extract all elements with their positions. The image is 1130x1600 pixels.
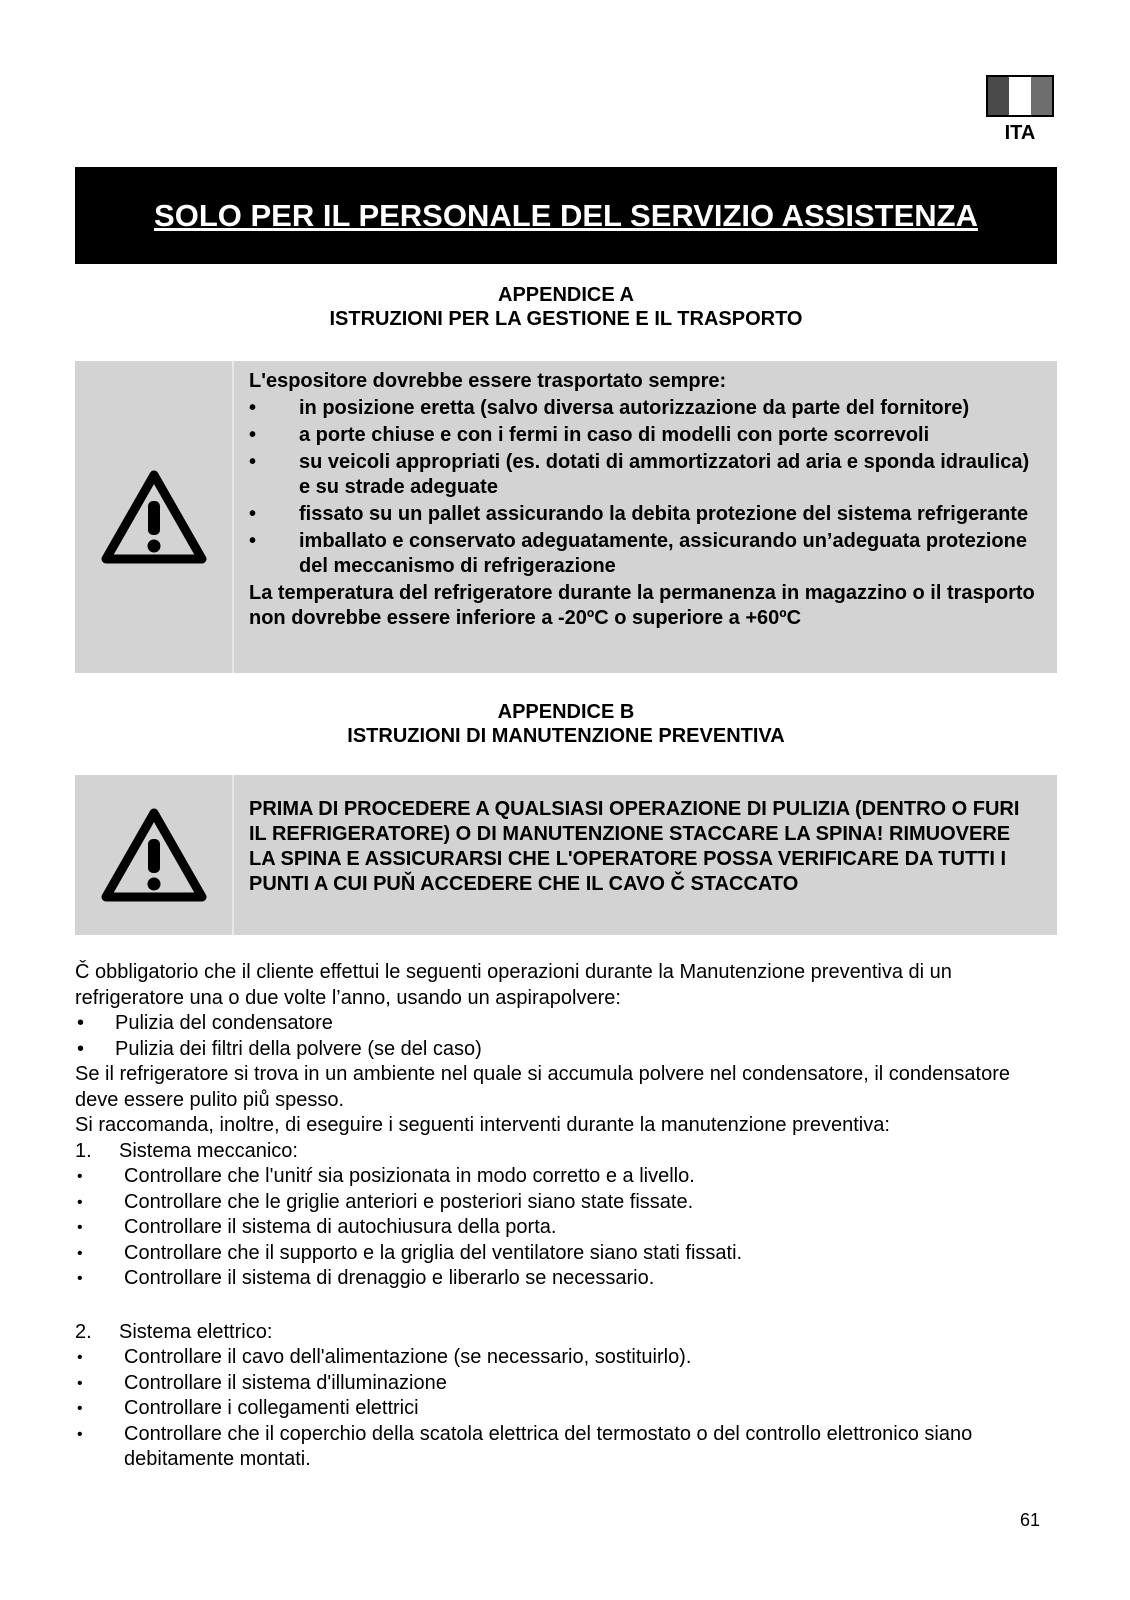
appendix-b-heading	[75, 700, 1057, 748]
appendix-b-label: APPENDICE B	[497, 701, 635, 723]
list-item: • Pulizia del condensatore	[77, 1012, 333, 1034]
list-item: • Controllare il sistema d'illuminazione	[77, 1371, 447, 1394]
section-electrical: 2. Sistema elettrico:	[75, 1320, 273, 1343]
list-item: • Controllare che il coperchio della scatola elettrica del termostato o del controllo elettronico siano debitamente montati.	[77, 1422, 973, 1470]
appendix-a-heading	[75, 283, 1057, 331]
list-item: • in posizione eretta (salvo diversa autorizzazione da parte del fornitore)	[249, 397, 970, 419]
flag-stripe-right	[1031, 77, 1052, 115]
list-item: • imballato e conservato adeguatamente, assicurando un’adeguata protezione del meccanismo di refrigerazione	[249, 530, 1027, 577]
transport-intro: L'espositore dovrebbe essere trasportato sempre:	[249, 370, 727, 392]
page-number: 61	[1020, 1510, 1041, 1530]
flag-stripe-middle	[1009, 77, 1030, 115]
recommendation: Si raccomanda, inoltre, di eseguire i seguenti interventi durante la manutenzione preventiva:	[75, 1114, 890, 1136]
appendix-a-title: ISTRUZIONI PER LA GESTIONE E IL TRASPORTO	[329, 308, 803, 330]
section-mechanical: 1. Sistema meccanico:	[75, 1139, 298, 1162]
language-code: ITA	[1004, 122, 1036, 144]
list-item: • Controllare il sistema di drenaggio e liberarlo se necessario.	[77, 1267, 655, 1289]
unplug-warning: PRIMA DI PROCEDERE A QUALSIASI OPERAZIONE DI PULIZIA (DENTRO O FURI IL REFRIGERATORE) O DI MANUTENZIONE STACCARE LA SPINA! RIMUOVERE LA SPINA E ASSICURARSI CHE L'OPERATORE POSSA VERIFICARE DA TUTTI I PUNTI A CUI PUŇ ACCEDERE CHE IL CAVO Č STACCATO	[249, 798, 1020, 895]
list-item: • Controllare che l'unitŕ sia posizionata in modo corretto e a livello.	[77, 1165, 695, 1187]
temperature-note: La temperatura del refrigeratore durante la permanenza in magazzino o il trasporto non dovrebbe essere inferiore a -20ºC o superiore a +60ºC	[249, 582, 1035, 629]
section-banner	[75, 167, 1057, 264]
list-item: • Controllare il sistema di autochiusura della porta.	[77, 1216, 557, 1238]
appendix-a-label: APPENDICE A	[498, 284, 634, 306]
list-item: • Controllare che le griglie anteriori e posteriori siano state fissate.	[77, 1190, 694, 1213]
transport-list	[249, 396, 1041, 579]
list-item: • Controllare il cavo dell'alimentazione (se necessario, sostituirlo).	[77, 1346, 692, 1368]
appendix-a-content	[234, 361, 1057, 673]
appendix-a-icon-cell	[75, 361, 234, 673]
maintenance-intro: Č obbligatorio che il cliente effettui le seguenti operazioni durante la Manutenzione preventiva di un refrigeratore una o due volte l’anno, usando un aspirapolvere:	[75, 961, 952, 1009]
list-item: • Controllare i collegamenti elettrici	[77, 1397, 419, 1419]
dust-note: Se il refrigeratore si trova in un ambiente nel quale si accumula polvere nel condensatore, il condensatore deve essere pulito piů spesso.	[75, 1063, 1010, 1111]
list-item: • a porte chiuse e con i fermi in caso di modelli con porte scorrevoli	[249, 424, 930, 446]
flag-stripe-left	[988, 77, 1009, 115]
list-item: • fissato su un pallet assicurando la debita protezione del sistema refrigerante	[249, 503, 1029, 525]
appendix-a-box	[75, 361, 1057, 673]
appendix-b-icon-cell	[75, 775, 234, 935]
section-gap	[75, 1292, 1057, 1320]
banner-title: SOLO PER IL PERSONALE DEL SERVIZIO ASSISTENZA	[154, 197, 978, 233]
list-item: • su veicoli appropriati (es. dotati di ammortizzatori ad aria e sponda idraulica) e su strade adeguate	[249, 451, 1030, 498]
appendix-b-content	[234, 775, 1057, 935]
list-item: • Controllare che il supporto e la griglia del ventilatore siano stati fissati.	[77, 1241, 743, 1264]
maintenance-body	[75, 960, 1057, 1473]
warning-triangle-icon	[100, 469, 208, 565]
appendix-b-box	[75, 775, 1057, 935]
language-flag-icon	[986, 75, 1054, 117]
warning-triangle-icon	[100, 807, 208, 903]
appendix-b-title: ISTRUZIONI DI MANUTENZIONE PREVENTIVA	[347, 725, 785, 747]
list-item: • Pulizia dei filtri della polvere (se del caso)	[77, 1037, 482, 1060]
